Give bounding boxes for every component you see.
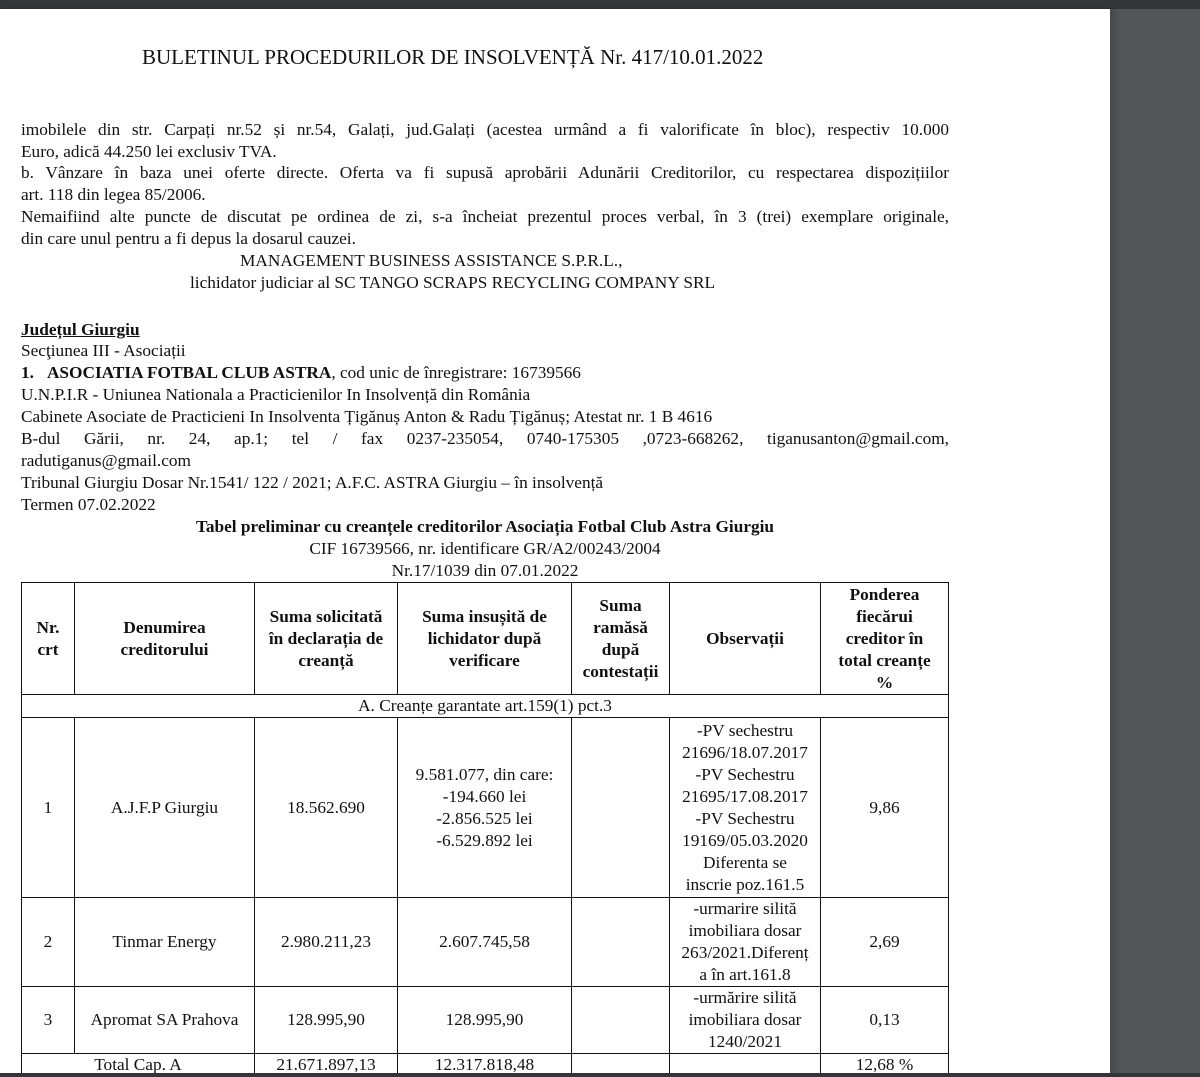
practitioner-union: U.N.P.I.R - Uniunea Nationala a Practicienilor In Insolvență din România: [21, 385, 531, 404]
cell-insusita: 128.995,90: [398, 987, 572, 1054]
table-row: [22, 718, 949, 898]
cell-observatii: -urmărire silită imobiliara dosar 1240/2021: [670, 987, 821, 1054]
table-subtitle-nr: Nr.17/1039 din 07.01.2022: [391, 561, 579, 580]
cell-creditor: Tinmar Energy: [75, 898, 255, 987]
viewer-top-bar: [0, 0, 1200, 9]
entity-name: ASOCIATIA FOTBAL CLUB ASTRA: [46, 363, 332, 382]
cell-creditor: Apromat SA Prahova: [75, 987, 255, 1054]
table-header-row: [22, 583, 949, 695]
contact-email: radutiganus@gmail.com: [21, 451, 191, 470]
col-header-suma-solicitata: Suma solicitată în declarația de creanță: [255, 583, 398, 695]
creditors-table: [21, 582, 949, 1073]
signature-company: MANAGEMENT BUSINESS ASSISTANCE S.P.R.L.,: [240, 251, 623, 270]
cell-solicitata: 2.980.211,23: [255, 898, 398, 987]
entity-cui: , cod unic de înregistrare: 16739566: [331, 363, 581, 382]
practitioner-firm: Cabinete Asociate de Practicieni In Insolventa Țigănuș Anton & Radu Țigănuș; Atestat nr. 1 B 4616: [21, 407, 713, 426]
col-header-nr: Nr. crt: [22, 583, 75, 695]
total-observatii: [670, 1054, 821, 1074]
viewer-background-shadow: [1110, 9, 1120, 1073]
cell-ramasa: [572, 898, 670, 987]
table-subtitle-cif: CIF 16739566, nr. identificare GR/A2/00243/2004: [309, 539, 661, 558]
paragraph-line: b. Vânzare în baza unei oferte directe. Oferta va fi supusă aprobării Adunării Creditorilor, cu respectarea dispozițiilor: [21, 163, 949, 182]
total-insusita: 12.317.818,48: [398, 1054, 572, 1074]
total-ramasa: [572, 1054, 670, 1074]
section-label: A. Creanțe garantate art.159(1) pct.3: [22, 695, 949, 718]
cell-creditor: A.J.F.P Giurgiu: [75, 718, 255, 898]
cell-nr: 1: [22, 718, 75, 898]
table-row: [22, 898, 949, 987]
col-header-observatii: Observații: [670, 583, 821, 695]
table-row: [22, 987, 949, 1054]
cell-pondere: 9,86: [821, 718, 949, 898]
section-heading: Secţiunea III - Asociații: [21, 341, 186, 360]
col-header-creditor: Denumirea creditorului: [75, 583, 255, 695]
paragraph-line: Nemaifiind alte puncte de discutat pe ordinea de zi, s-a încheiat prezentul proces verbal, în 3 (trei) exemplare originale,: [21, 207, 949, 226]
cell-solicitata: 128.995,90: [255, 987, 398, 1054]
cell-nr: 3: [22, 987, 75, 1054]
contact-line: B-dul Gării, nr. 24, ap.1; tel / fax 0237-235054, 0740-175305 ,0723-668262, tiganusanton@gmail.com,: [21, 429, 949, 448]
total-row: [22, 1054, 949, 1074]
viewer-bottom-bar: [0, 1073, 1200, 1077]
paragraph-line: imobilele din str. Carpați nr.52 și nr.54, Galați, jud.Galați (acestea urmând a fi valorificate în bloc), respectiv 10.000: [21, 120, 949, 139]
cell-ramasa: [572, 987, 670, 1054]
cell-insusita: 2.607.745,58: [398, 898, 572, 987]
col-header-suma-insusita: Suma insușită de lichidator după verificare: [398, 583, 572, 695]
bulletin-header-title: BULETINUL PROCEDURILOR DE INSOLVENȚĂ Nr. 417/10.01.2022: [142, 45, 764, 69]
total-solicitata: 21.671.897,13: [255, 1054, 398, 1074]
court-case: Tribunal Giurgiu Dosar Nr.1541/ 122 / 2021; A.F.C. ASTRA Giurgiu – în insolvență: [21, 473, 604, 492]
entity-line: [21, 362, 581, 384]
section-row: [22, 695, 949, 718]
cell-ramasa: [572, 718, 670, 898]
paragraph-line: Euro, adică 44.250 lei exclusiv TVA.: [21, 142, 277, 161]
total-label: Total Cap. A: [22, 1054, 255, 1074]
cell-pondere: 0,13: [821, 987, 949, 1054]
cell-observatii: -urmarire silită imobiliara dosar 263/2021.Diferenț a în art.161.8: [670, 898, 821, 987]
col-header-suma-ramasa: Suma ramăsă după contestații: [572, 583, 670, 695]
total-pondere: 12,68 %: [821, 1054, 949, 1074]
cell-insusita: 9.581.077, din care: -194.660 lei -2.856.525 lei -6.529.892 lei: [398, 718, 572, 898]
paragraph-line: din care unul pentru a fi depus la dosarul cauzei.: [21, 229, 356, 248]
paragraph-line: art. 118 din legea 85/2006.: [21, 185, 206, 204]
table-title: Tabel preliminar cu creanțele creditorilor Asociația Fotbal Club Astra Giurgiu: [195, 517, 775, 536]
signature-role: lichidator judiciar al SC TANGO SCRAPS RECYCLING COMPANY SRL: [190, 273, 716, 292]
document-page: [0, 9, 1110, 1073]
cell-pondere: 2,69: [821, 898, 949, 987]
entity-number: 1.: [21, 363, 34, 382]
deadline: Termen 07.02.2022: [21, 495, 156, 514]
cell-observatii: -PV sechestru 21696/18.07.2017 -PV Sechestru 21695/17.08.2017 -PV Sechestru 19169/05.03.2020 Diferenta se inscrie poz.161.5: [670, 718, 821, 898]
col-header-pondere: Ponderea fiecărui creditor în total creanțe %: [821, 583, 949, 695]
cell-solicitata: 18.562.690: [255, 718, 398, 898]
county-heading: Județul Giurgiu: [21, 320, 140, 339]
cell-nr: 2: [22, 898, 75, 987]
